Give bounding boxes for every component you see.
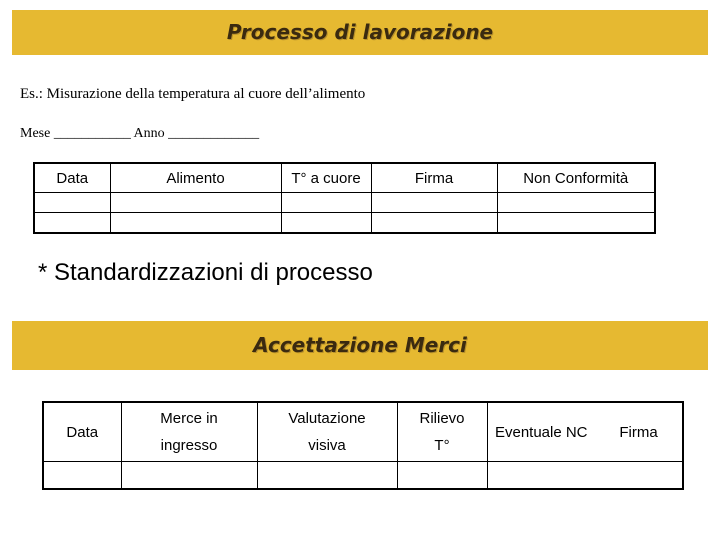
header-rilievo-line1: Rilievo	[419, 410, 465, 427]
table-cell[interactable]	[595, 462, 683, 490]
header-firma: Firma	[619, 423, 658, 441]
table-row	[34, 193, 655, 213]
table-cell[interactable]	[257, 462, 397, 490]
table-cell[interactable]	[371, 213, 497, 234]
table-cell[interactable]	[110, 213, 281, 234]
table-header-row	[43, 402, 683, 462]
banner-title: Processo di lavorazione	[226, 20, 494, 44]
table-cell[interactable]	[34, 193, 110, 213]
banner-title: Accettazione Merci	[253, 333, 467, 357]
header-firma: Firma	[371, 163, 497, 193]
title-banner	[12, 321, 708, 370]
table-cell[interactable]	[121, 462, 257, 490]
header-valutazione-line1: Valutazione	[288, 410, 366, 427]
table-cell[interactable]	[497, 213, 655, 234]
table-cell[interactable]	[497, 193, 655, 213]
table-cell[interactable]	[34, 213, 110, 234]
table-cell[interactable]	[397, 462, 487, 490]
table-cell[interactable]	[43, 462, 121, 490]
header-eventuale-nc: Eventuale NC	[494, 423, 588, 441]
header-non-conformita: Non Conformità	[497, 163, 655, 193]
header-alimento: Alimento	[110, 163, 281, 193]
table-cell[interactable]	[371, 193, 497, 213]
header-data: Data	[43, 402, 121, 462]
header-rilievo	[397, 402, 487, 462]
header-temperatura: T° a cuore	[281, 163, 371, 193]
table-cell[interactable]	[110, 193, 281, 213]
table-row	[34, 213, 655, 234]
section-heading: * Standardizzazioni di processo	[38, 259, 373, 286]
header-data: Data	[34, 163, 110, 193]
measurement-title: Es.: Misurazione della temperatura al cuore dell’alimento	[20, 86, 366, 102]
header-valutazione	[257, 402, 397, 462]
table-cell[interactable]	[281, 193, 371, 213]
acceptance-table	[42, 401, 684, 490]
header-merce-line2: ingresso	[160, 437, 218, 454]
table-header-row	[34, 163, 655, 193]
table-row	[43, 462, 683, 490]
temperature-table	[33, 162, 656, 234]
header-rilievo-line2: T°	[434, 437, 450, 454]
header-valutazione-line2: visiva	[308, 437, 346, 454]
period-line: Mese ___________ Anno _____________	[20, 126, 260, 141]
table-cell[interactable]	[487, 462, 595, 490]
title-banner	[12, 10, 708, 55]
header-merce	[121, 402, 257, 462]
header-merce-line1: Merce in	[160, 410, 218, 427]
table-cell[interactable]	[281, 213, 371, 234]
